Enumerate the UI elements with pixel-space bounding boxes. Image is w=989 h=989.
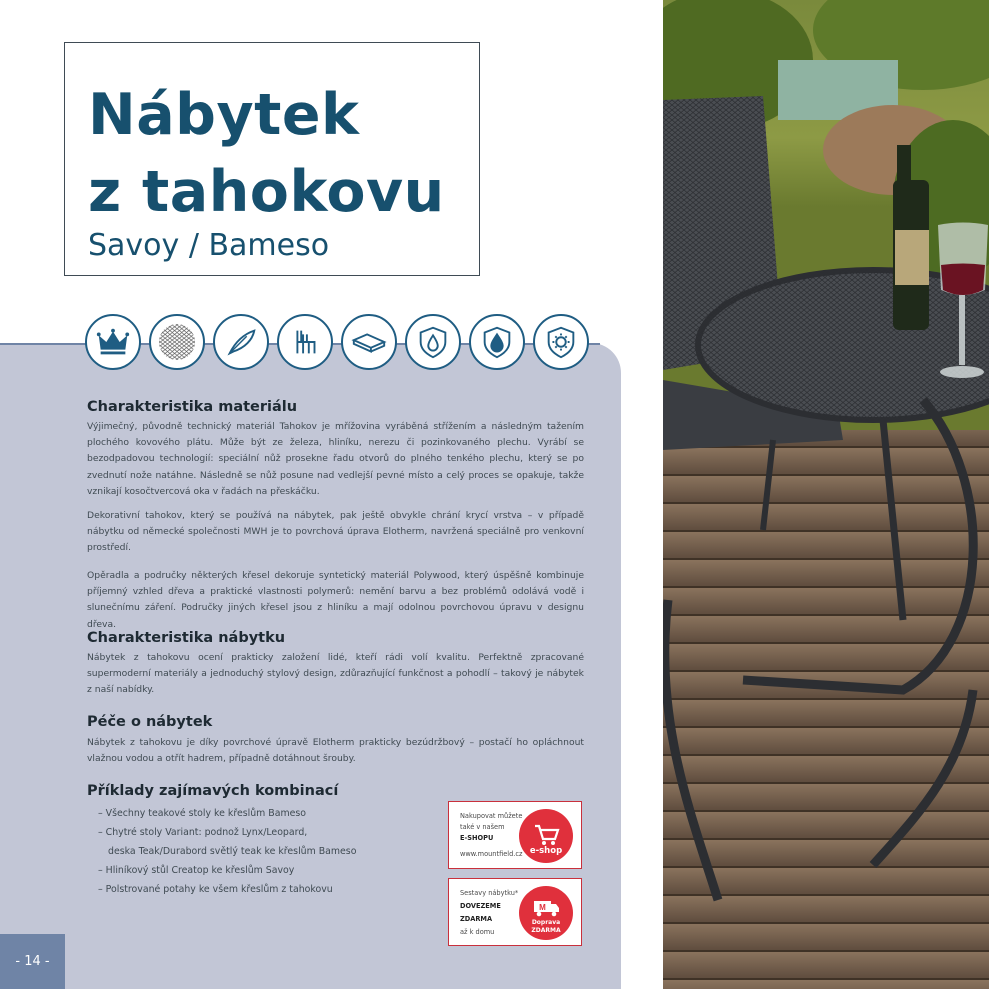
page-subtitle: Savoy / Bameso <box>88 228 330 263</box>
water-resistant-icon <box>405 314 461 370</box>
mesh-pattern-icon <box>149 314 205 370</box>
delivery-badge <box>448 878 582 946</box>
section-heading-furniture: Charakteristika nábytku <box>87 630 286 646</box>
list-item: – Všechny teakové stoly ke křeslům Bameso <box>98 808 306 819</box>
list-item: deska Teak/Durabord světlý teak ke křeslům Bameso <box>108 846 357 857</box>
combinations-list <box>98 804 356 899</box>
furniture-paragraph: Nábytek z tahokovu ocení prakticky založení lidé, kteří rádi volí kvalitu. Perfektně zpracované supermoderní materiály a jednoduchý stylový design, zdůrazňující funkčnost a pohodlí – takový je nábytek z naší nabídky. <box>87 652 584 696</box>
eshop-circle: e-shop <box>519 809 573 863</box>
eshop-badge[interactable] <box>448 801 582 869</box>
delivery-badge-text: Sestavy nábytku* DOVEZEME ZDARMA až k domu <box>460 889 519 936</box>
section-heading-material: Charakteristika materiálu <box>87 399 298 415</box>
feature-icons <box>85 314 589 372</box>
material-paragraph-3: Opěradla a područky některých křesel dekoruje syntetický materiál Polywood, který úspěšně kombinuje příjemný vzhled dřeva a praktické vlastnosti polymerů: nemění barvu a bez problémů odolává vodě i slunečnímu záření. Područky jiných křesel jsou z hliníku a mají odolnou povrchovou úpravu v designu dřeva. <box>87 570 584 630</box>
page-title-line1: Nábytek <box>88 82 360 148</box>
list-item: – Hliníkový stůl Creatop ke křeslům Savoy <box>98 865 295 876</box>
section-heading-combinations: Příklady zajímavých kombinací <box>87 783 339 799</box>
list-item: – Polstrované potahy ke všem křeslům z tahokovu <box>98 884 333 895</box>
stackable-chairs-icon <box>277 314 333 370</box>
material-paragraph-2: Dekorativní tahokov, který se používá na nábytek, pak ještě obvykle chrání krycí vrstva – v případě nábytku od německé společnosti MWH je to povrchová úprava Elotherm, navržená speciálně pro venkovní prostředí. <box>87 510 584 554</box>
care-paragraph: Nábytek z tahokovu je díky povrchové úpravě Elotherm prakticky bezúdržbový – postačí ho opláchnout vlažnou vodou a otřít hadrem, případně dotáhnout šrouby. <box>87 737 584 765</box>
svg-text:M: M <box>539 903 546 912</box>
page-number: - 14 - <box>0 934 65 989</box>
list-item: – Chytré stoly Variant: podnož Lynx/Leopard, <box>98 827 308 838</box>
delivery-circle: M Doprava ZDARMA <box>519 886 573 940</box>
page-title-line2: z tahokovu <box>88 159 445 225</box>
waterproof-icon <box>469 314 525 370</box>
flat-pack-icon <box>341 314 397 370</box>
garden-furniture-photo <box>663 0 989 989</box>
feather-icon <box>213 314 269 370</box>
uv-resistant-icon <box>533 314 589 370</box>
eshop-badge-text: Nakupovat můžete také v našem E-SHOPU www.mountfield.cz <box>460 812 523 858</box>
crown-icon <box>85 314 141 370</box>
section-heading-care: Péče o nábytek <box>87 714 213 730</box>
material-paragraph-1: Výjimečný, původně technický materiál Tahokov je mřížovina vyráběná střížením a následným tažením plochého kovového plátu. Může být ze železa, hliníku, nerezu či pozinkovaného plechu. Vyrábí se bezodpadovou technologií: speciální nůž prosekne řadu otvorů do plného tenkého plechu, který se po zvednutí nože natáhne. Následně se nůž posune nad vedlejší pevné místo a celý proces se opakuje, takže vznikají kosočtvercová oka v řadách na přeskáčku. <box>87 421 584 497</box>
